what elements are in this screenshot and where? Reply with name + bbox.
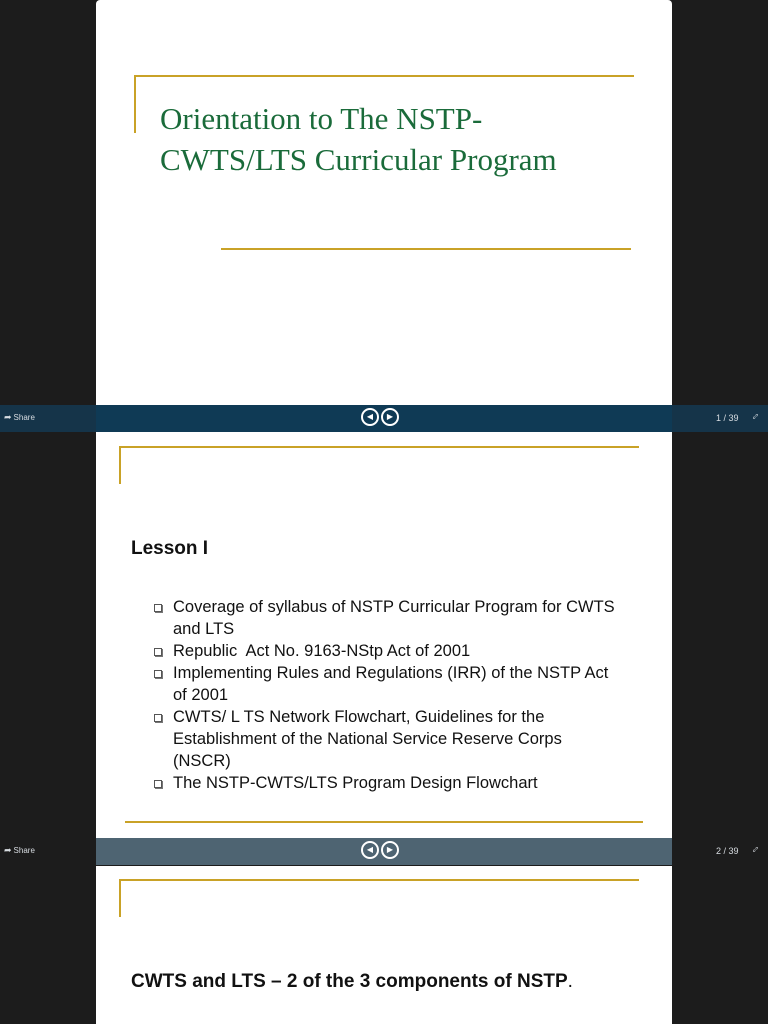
slide-toolbar-1	[0, 405, 768, 432]
list-item	[154, 772, 624, 794]
slide-counter: 1 / 39	[716, 413, 739, 423]
share-label: Share	[13, 413, 35, 422]
square-bullet-icon	[154, 714, 162, 722]
previous-slide-button[interactable]	[361, 408, 379, 426]
slide-heading	[131, 971, 573, 993]
list-item-text: CWTS/ L TS Network Flowchart, Guidelines for the Establishment of the National Service Reserve Corps (NSCR)	[173, 708, 562, 770]
lesson-bullet-list	[154, 596, 624, 794]
gold-rule-bottom	[125, 821, 643, 823]
list-item-text: Implementing Rules and Regulations (IRR) of the NSTP Act of 2001	[173, 664, 609, 704]
list-item	[154, 640, 624, 662]
fullscreen-button[interactable]	[748, 842, 764, 858]
previous-slide-button[interactable]	[361, 841, 379, 859]
chevron-left-circle-icon: ◀	[366, 412, 374, 421]
list-item	[154, 596, 624, 640]
next-slide-button[interactable]	[381, 841, 399, 859]
share-label: Share	[13, 846, 35, 855]
title-line-1: Orientation to The NSTP-	[160, 101, 483, 136]
list-item-text: Republic Act No. 9163-NStp Act of 2001	[173, 642, 471, 660]
expand-arrows-icon: ⇔	[747, 841, 764, 858]
gold-rule-top	[119, 879, 639, 881]
slide-navigation	[361, 841, 399, 859]
slide-heading-text: CWTS and LTS – 2 of the 3 components of NSTP	[131, 971, 568, 992]
list-item-text: Coverage of syllabus of NSTP Curricular Program for CWTS and LTS	[173, 598, 615, 638]
slide-counter: 2 / 39	[716, 846, 739, 856]
next-slide-button[interactable]	[381, 408, 399, 426]
slide-navigation	[361, 408, 399, 426]
title-line-2: CWTS/LTS Curricular Program	[160, 142, 557, 177]
slide-title	[160, 98, 630, 180]
share-button[interactable]	[4, 846, 35, 855]
list-item	[154, 662, 624, 706]
gold-rule-left	[119, 446, 121, 484]
gold-rule-left	[119, 879, 121, 917]
share-button[interactable]	[4, 413, 35, 422]
chevron-left-circle-icon: ◀	[366, 845, 374, 854]
gold-rule-top	[119, 446, 639, 448]
share-arrow-icon: ➦	[4, 845, 12, 855]
gold-rule-left	[134, 75, 136, 133]
square-bullet-icon	[154, 670, 162, 678]
slide-2	[96, 432, 672, 838]
expand-arrows-icon: ⇔	[747, 408, 764, 425]
square-bullet-icon	[154, 780, 162, 788]
slide-heading-period: .	[567, 971, 573, 992]
chevron-right-circle-icon: ▶	[386, 845, 394, 854]
lesson-heading: Lesson I	[131, 538, 209, 559]
slide-1	[96, 0, 672, 405]
share-arrow-icon: ➦	[4, 412, 12, 422]
square-bullet-icon	[154, 604, 162, 612]
chevron-right-circle-icon: ▶	[386, 412, 394, 421]
list-item-text: The NSTP-CWTS/LTS Program Design Flowchart	[173, 774, 538, 792]
slide-toolbar-2	[0, 838, 768, 865]
slide-3	[96, 866, 672, 1024]
gold-rule-bottom	[221, 248, 631, 250]
square-bullet-icon	[154, 648, 162, 656]
gold-rule-top	[134, 75, 634, 77]
list-item	[154, 706, 624, 772]
